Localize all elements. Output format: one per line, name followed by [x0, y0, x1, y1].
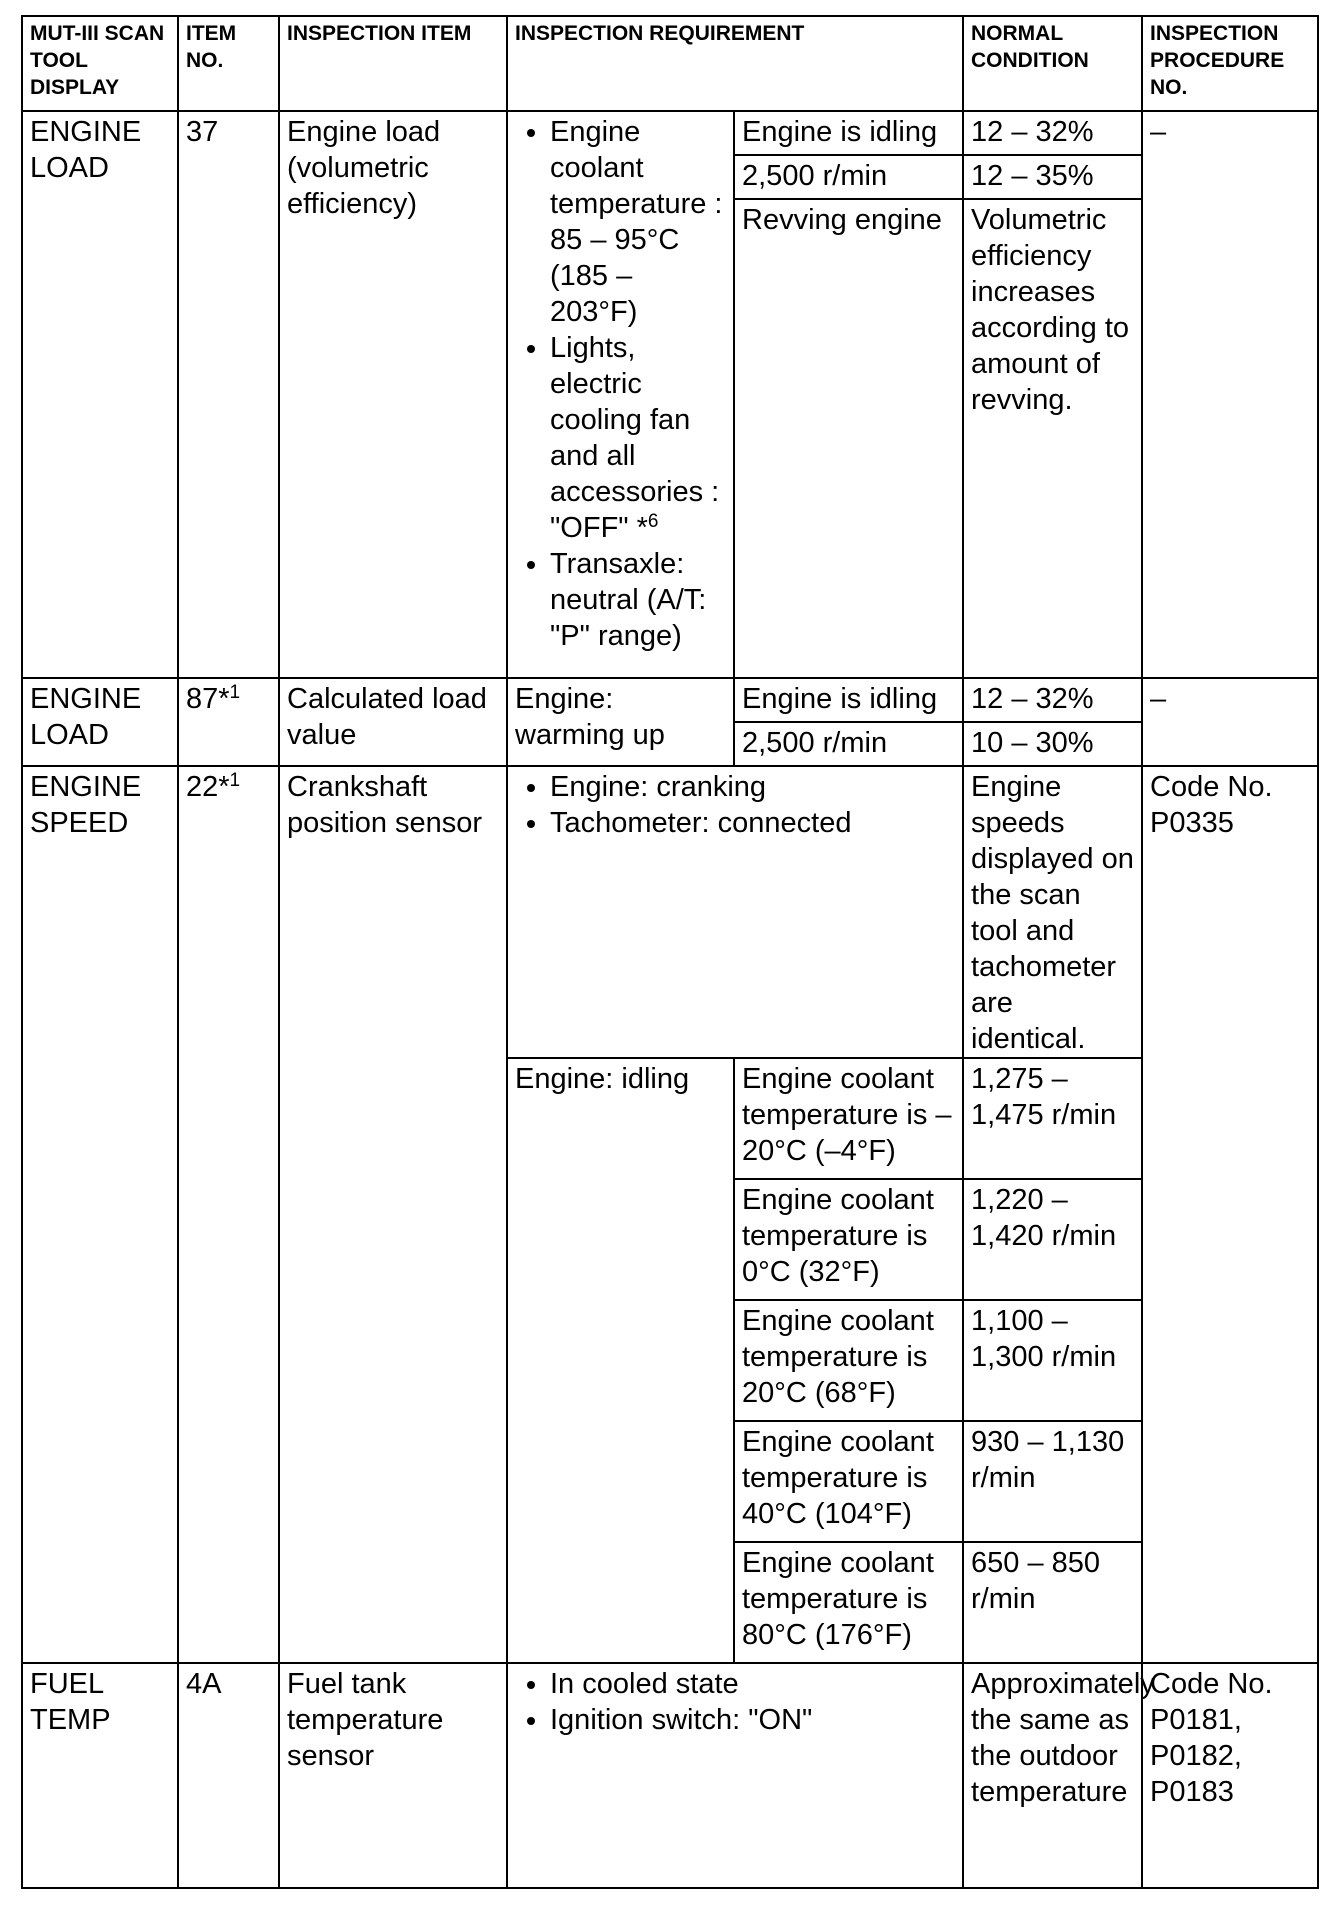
requirement-cell: [507, 1663, 963, 1888]
normal-cell: 12 – 32%: [963, 111, 1142, 155]
procedure-cell: Code No. P0181, P0182, P0183: [1142, 1663, 1318, 1888]
condition-cell: Engine coolant temperature is 0°C (32°F): [734, 1179, 963, 1300]
header-row: [22, 16, 1318, 111]
requirement-list: [510, 114, 726, 654]
condition-cell: Engine is idling: [734, 111, 963, 155]
condition-cell: Engine is idling: [734, 678, 963, 722]
item-no-cell: 87*$^1$: [178, 678, 279, 766]
condition-cell: 2,500 r/min: [734, 722, 963, 766]
item-cell: Engine load (volumetric efficiency): [279, 111, 507, 678]
item-no-cell: 4A: [178, 1663, 279, 1888]
table-row: [22, 766, 1318, 1058]
condition-cell: Engine coolant temperature is –20°C (–4°F): [734, 1058, 963, 1179]
item-cell: Crankshaft position sensor: [279, 766, 507, 1663]
header-requirement: INSPECTION REQUIREMENT: [507, 16, 963, 111]
condition-cell: Revving engine: [734, 199, 963, 678]
header-item: INSPECTION ITEM: [279, 16, 507, 111]
footnote-ref: 6: [647, 511, 659, 532]
display-cell: ENGINE LOAD: [22, 111, 178, 678]
normal-cell: 12 – 35%: [963, 155, 1142, 199]
normal-cell: 1,275 – 1,475 r/min: [963, 1058, 1142, 1179]
requirement-cell: Engine: warming up: [507, 678, 734, 766]
item-cell: Fuel tank temperature sensor: [279, 1663, 507, 1888]
procedure-cell: –: [1142, 111, 1318, 678]
procedure-cell: Code No. P0335: [1142, 766, 1318, 1663]
requirement-cell: [507, 111, 734, 678]
header-display: MUT-III SCAN TOOL DISPLAY: [22, 16, 178, 111]
list-item: • Transaxle: neutral (A/T: "P" range): [550, 546, 726, 654]
header-procedure: INSPECTION PROCEDURE NO.: [1142, 16, 1318, 111]
requirement-list: [510, 769, 955, 841]
procedure-cell: –: [1142, 678, 1318, 766]
normal-cell: Volumetric efficiency increases according to amount of revving.: [963, 199, 1142, 678]
list-item: • Engine: cranking: [550, 769, 955, 805]
condition-cell: Engine coolant temperature is 80°C (176°F): [734, 1542, 963, 1663]
header-normal: NORMAL CONDITION: [963, 16, 1142, 111]
condition-cell: Engine coolant temperature is 20°C (68°F): [734, 1300, 963, 1421]
requirement-cell: Engine: idling: [507, 1058, 734, 1663]
normal-cell: 650 – 850 r/min: [963, 1542, 1142, 1663]
item-no-cell: 22*$^1$: [178, 766, 279, 1663]
normal-cell: Approximately the same as the outdoor temperature: [963, 1663, 1142, 1888]
table-row: [22, 678, 1318, 722]
requirement-list: [510, 1666, 955, 1738]
list-item: • In cooled state: [550, 1666, 955, 1702]
item-cell: Calculated load value: [279, 678, 507, 766]
footnote-ref: 1: [229, 770, 241, 791]
list-item: • Ignition switch: "ON": [550, 1702, 955, 1738]
list-item: • Lights, electric cooling fan and all accessories : "OFF" *$^6$: [550, 330, 726, 546]
table-row: [22, 111, 1318, 155]
normal-cell: 12 – 32%: [963, 678, 1142, 722]
requirement-cell: [507, 766, 963, 1058]
normal-cell: 1,100 – 1,300 r/min: [963, 1300, 1142, 1421]
list-item: • Engine coolant temperature : 85 – 95°C (185 – 203°F): [550, 114, 726, 330]
display-cell: ENGINE LOAD: [22, 678, 178, 766]
item-no-cell: 37: [178, 111, 279, 678]
condition-cell: 2,500 r/min: [734, 155, 963, 199]
inspection-table: [21, 15, 1319, 1889]
display-cell: FUEL TEMP: [22, 1663, 178, 1888]
condition-cell: Engine coolant temperature is 40°C (104°F): [734, 1421, 963, 1542]
list-item: • Tachometer: connected: [550, 805, 955, 841]
display-cell: ENGINE SPEED: [22, 766, 178, 1663]
normal-cell: 930 – 1,130 r/min: [963, 1421, 1142, 1542]
footnote-ref: 1: [229, 682, 241, 703]
normal-cell: 1,220 – 1,420 r/min: [963, 1179, 1142, 1300]
normal-cell: Engine speeds displayed on the scan tool and tachometer are identical.: [963, 766, 1142, 1058]
normal-cell: 10 – 30%: [963, 722, 1142, 766]
table-row: [22, 1663, 1318, 1888]
header-item-no: ITEM NO.: [178, 16, 279, 111]
